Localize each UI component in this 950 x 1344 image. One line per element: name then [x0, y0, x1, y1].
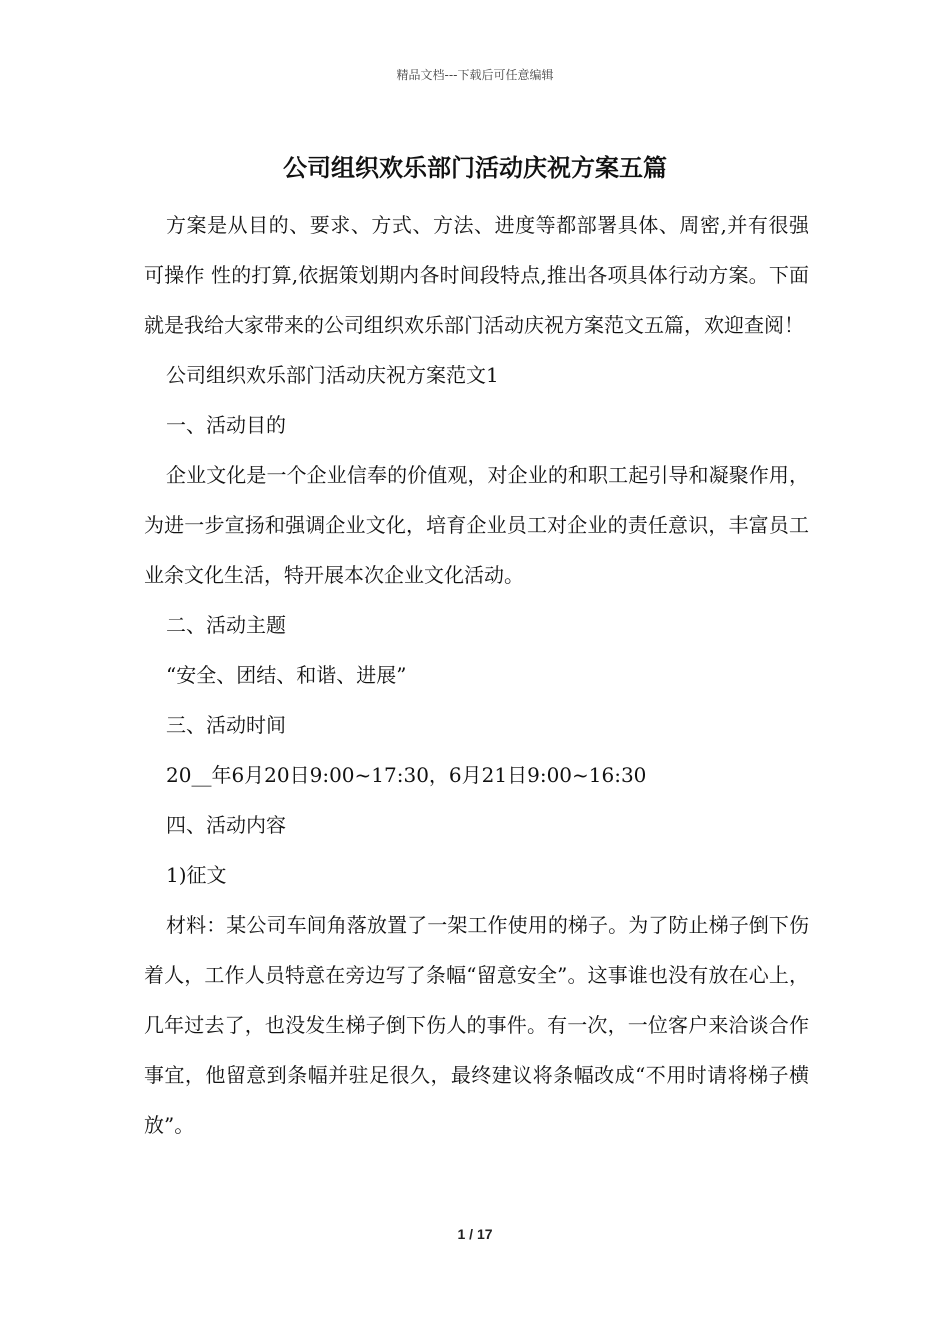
heading-activity-purpose: 一、活动目的 — [166, 413, 286, 437]
intro-paragraph: 方案是从目的、要求、方式、方法、进度等都部署具体、周密,并有很强可操作 性的打算,依据策划期内各时间段特点,推出各项具体行动方案。下面就是我给大家带来的公司组织欢乐部门活动庆祝方案范文五篇，欢迎查阅！ — [144, 213, 809, 337]
purpose-paragraph: 企业文化是一个企业信奉的价值观，对企业的和职工起引导和凝聚作用，为进一步宣扬和强调企业文化，培育企业员工对企业的责任意识，丰富员工业余文化生活，特开展本次企业文化活动。 — [144, 463, 809, 587]
page-number: 1 / 17 — [457, 1226, 493, 1242]
material-paragraph: 材料：某公司车间角落放置了一架工作使用的梯子。为了防止梯子倒下伤着人，工作人员特意在旁边写了条幅“留意安全”。这事谁也没有放在心上，几年过去了，也没发生梯子倒下伤人的事件。有一次，一位客户来洽谈合作事宜，他留意到条幅并驻足很久，最终建议将条幅改成“不用时请将梯子横放”。 — [144, 913, 809, 1137]
document-body — [144, 200, 809, 1150]
heading-activity-time: 三、活动时间 — [166, 713, 286, 737]
heading-activity-content: 四、活动内容 — [166, 813, 286, 837]
time-text: 20__年6月20日9:00~17:30，6月21日9:00~16:30 — [166, 763, 647, 787]
heading-activity-theme: 二、活动主题 — [166, 613, 286, 637]
subheading-essay: 1)征文 — [166, 863, 227, 887]
page-header-note: 精品文档---下载后可任意编辑 — [396, 68, 554, 82]
document-title: 公司组织欢乐部门活动庆祝方案五篇 — [283, 153, 667, 182]
theme-text: “安全、团结、和谐、进展” — [166, 663, 407, 687]
section-heading-sample-1: 公司组织欢乐部门活动庆祝方案范文1 — [166, 363, 499, 387]
